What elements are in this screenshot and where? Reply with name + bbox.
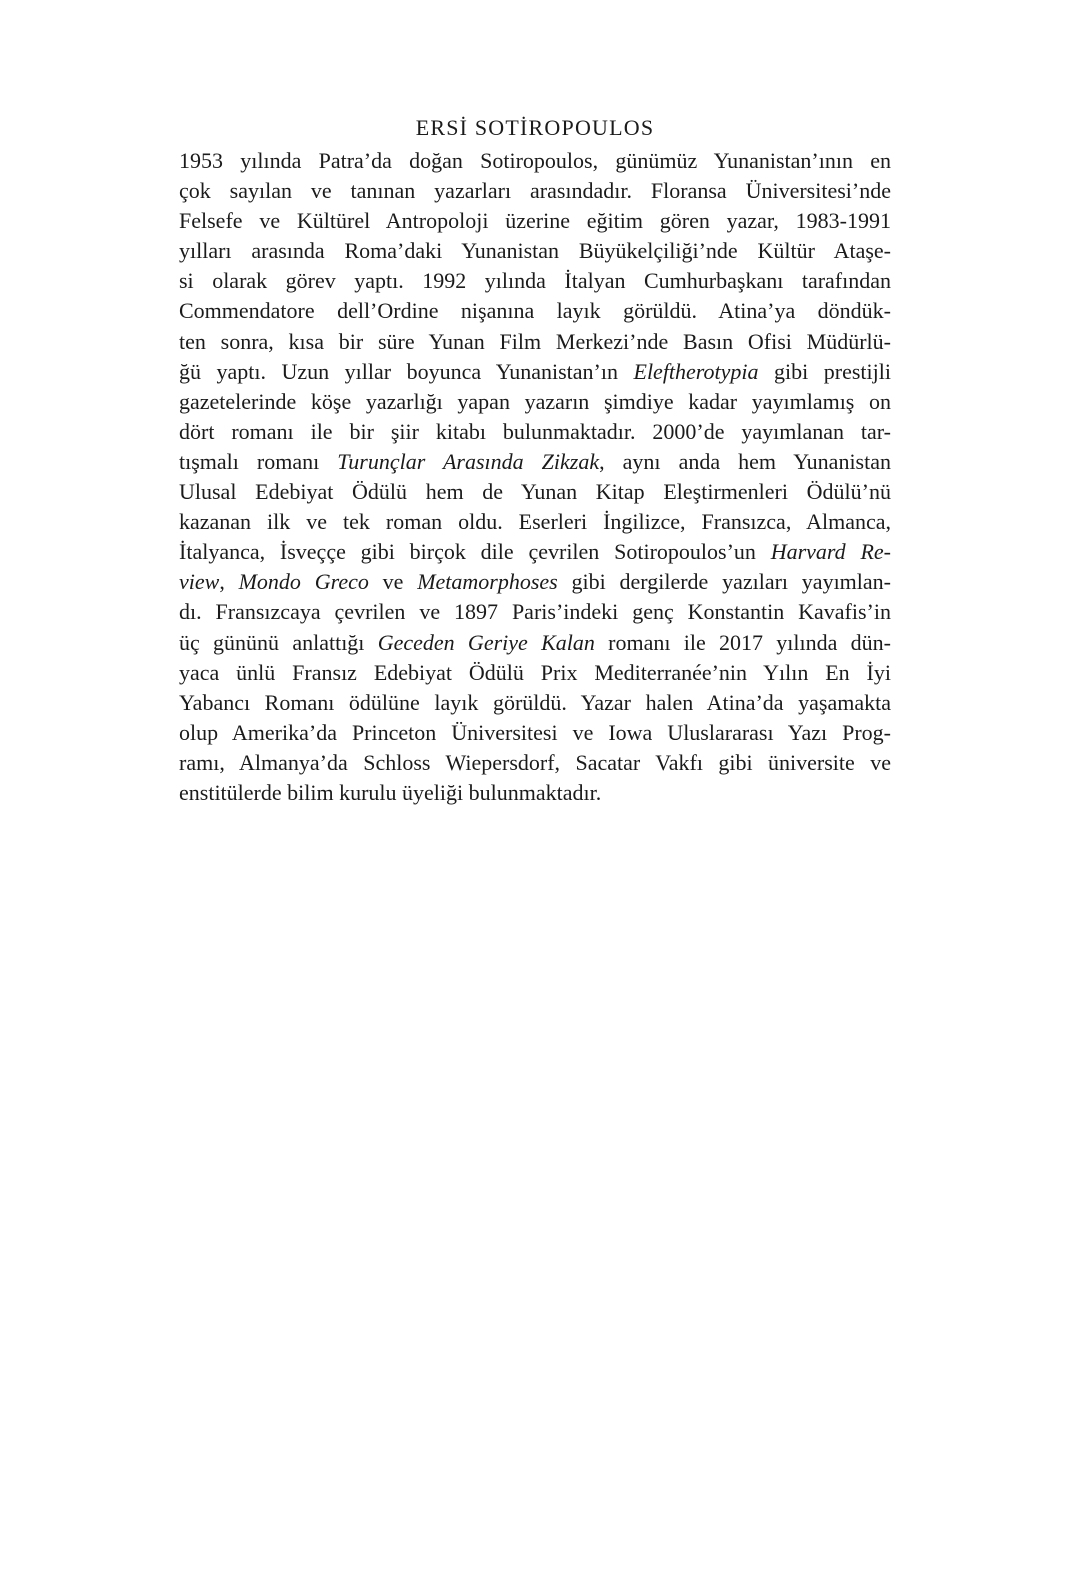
text-segment: yılları arasında Roma’daki Yunanistan Büyükelçiliği’nde Kültür Ataşe- <box>179 238 891 264</box>
author-heading: ERSİ SOTİROPOULOS <box>415 115 655 140</box>
text-segment: Yabancı Romanı ödülüne layık görüldü. Yazar halen Atina’da yaşamakta <box>179 689 891 715</box>
text-segment: kazanan ilk ve tek roman oldu. Eserleri İngilizce, Fransızca, Almanca, <box>179 509 891 535</box>
text-line <box>179 296 891 326</box>
text-segment: enstitülerde bilim kurulu üyeliği bulunmaktadır. <box>179 779 602 805</box>
text-segment: , aynı anda hem Yunanistan <box>599 448 891 474</box>
text-line <box>179 537 891 567</box>
text-segment: çok sayılan ve tanınan yazarları arasındadır. Floransa Üniversitesi’nde <box>179 178 891 204</box>
text-line <box>179 567 891 597</box>
text-segment: üç gününü anlattığı <box>179 629 378 655</box>
text-segment: romanı ile 2017 yılında dün- <box>594 629 891 655</box>
text-segment: İtalyanca, İsveççe gibi birçok dile çevrilen Sotiropoulos’un <box>179 539 771 565</box>
text-segment: Felsefe ve Kültürel Antropoloji üzerine eğitim gören yazar, 1983-1991 <box>179 208 891 234</box>
text-line <box>179 628 891 658</box>
text-line <box>179 266 891 296</box>
text-segment: gibi prestijli <box>758 358 891 384</box>
text-segment: dört romanı ile bir şiir kitabı bulunmaktadır. 2000’de yayımlanan tar- <box>179 418 891 444</box>
italic-title: Mondo Greco <box>238 569 369 595</box>
text-segment: ğü yaptı. Uzun yıllar boyunca Yunanistan’ın <box>179 358 634 384</box>
text-line <box>179 688 891 718</box>
text-line <box>179 206 891 236</box>
italic-title: Geceden Geriye Kalan <box>377 629 595 655</box>
text-segment: , <box>219 569 239 595</box>
text-segment: tışmalı romanı <box>179 448 338 474</box>
text-line <box>179 778 891 808</box>
text-line <box>179 236 891 266</box>
italic-title: Harvard Re- <box>770 539 891 565</box>
text-segment: Ulusal Edebiyat Ödülü hem de Yunan Kitap Eleştirmenleri Ödülü’nü <box>179 479 891 505</box>
text-segment: dı. Fransızcaya çevrilen ve 1897 Paris’indeki genç Konstantin Kavafis’in <box>179 599 891 625</box>
text-segment: gibi dergilerde yazıları yayımlan- <box>557 569 891 595</box>
italic-title: Turunçlar Arasında Zikzak <box>337 448 600 474</box>
text-segment: ve <box>368 569 418 595</box>
italic-title: view <box>179 569 220 595</box>
italic-title: Metamorphoses <box>417 569 558 595</box>
text-line <box>179 417 891 447</box>
text-line <box>179 387 891 417</box>
biography-text <box>179 146 891 808</box>
text-line <box>179 658 891 688</box>
text-segment: ten sonra, kısa bir süre Yunan Film Merkezi’nde Basın Ofisi Müdürlü- <box>179 328 891 354</box>
text-line <box>179 748 891 778</box>
text-line <box>179 477 891 507</box>
text-line <box>179 327 891 357</box>
text-segment: ramı, Almanya’da Schloss Wiepersdorf, Sacatar Vakfı gibi üniversite ve <box>179 749 891 775</box>
text-segment: yaca ünlü Fransız Edebiyat Ödülü Prix Mediterranée’nin Yılın En İyi <box>179 659 891 685</box>
text-segment: gazetelerinde köşe yazarlığı yapan yazarın şimdiye kadar yayımlamış on <box>179 388 891 414</box>
text-segment: Commendatore dell’Ordine nişanına layık görüldü. Atina’ya döndük- <box>179 298 891 324</box>
text-line <box>179 357 891 387</box>
text-line <box>179 718 891 748</box>
page-content <box>179 112 891 808</box>
text-segment: 1953 yılında Patra’da doğan Sotiropoulos, günümüz Yunanistan’ının en <box>179 148 891 173</box>
text-line <box>179 507 891 537</box>
text-line <box>179 146 891 176</box>
text-line <box>179 447 891 477</box>
text-line <box>179 176 891 206</box>
text-segment: olup Amerika’da Princeton Üniversitesi ve Iowa Uluslararası Yazı Prog- <box>179 719 891 745</box>
text-line <box>179 597 891 627</box>
italic-title: Eleftherotypia <box>633 358 759 384</box>
text-segment: si olarak görev yaptı. 1992 yılında İtalyan Cumhurbaşkanı tarafından <box>179 268 891 294</box>
